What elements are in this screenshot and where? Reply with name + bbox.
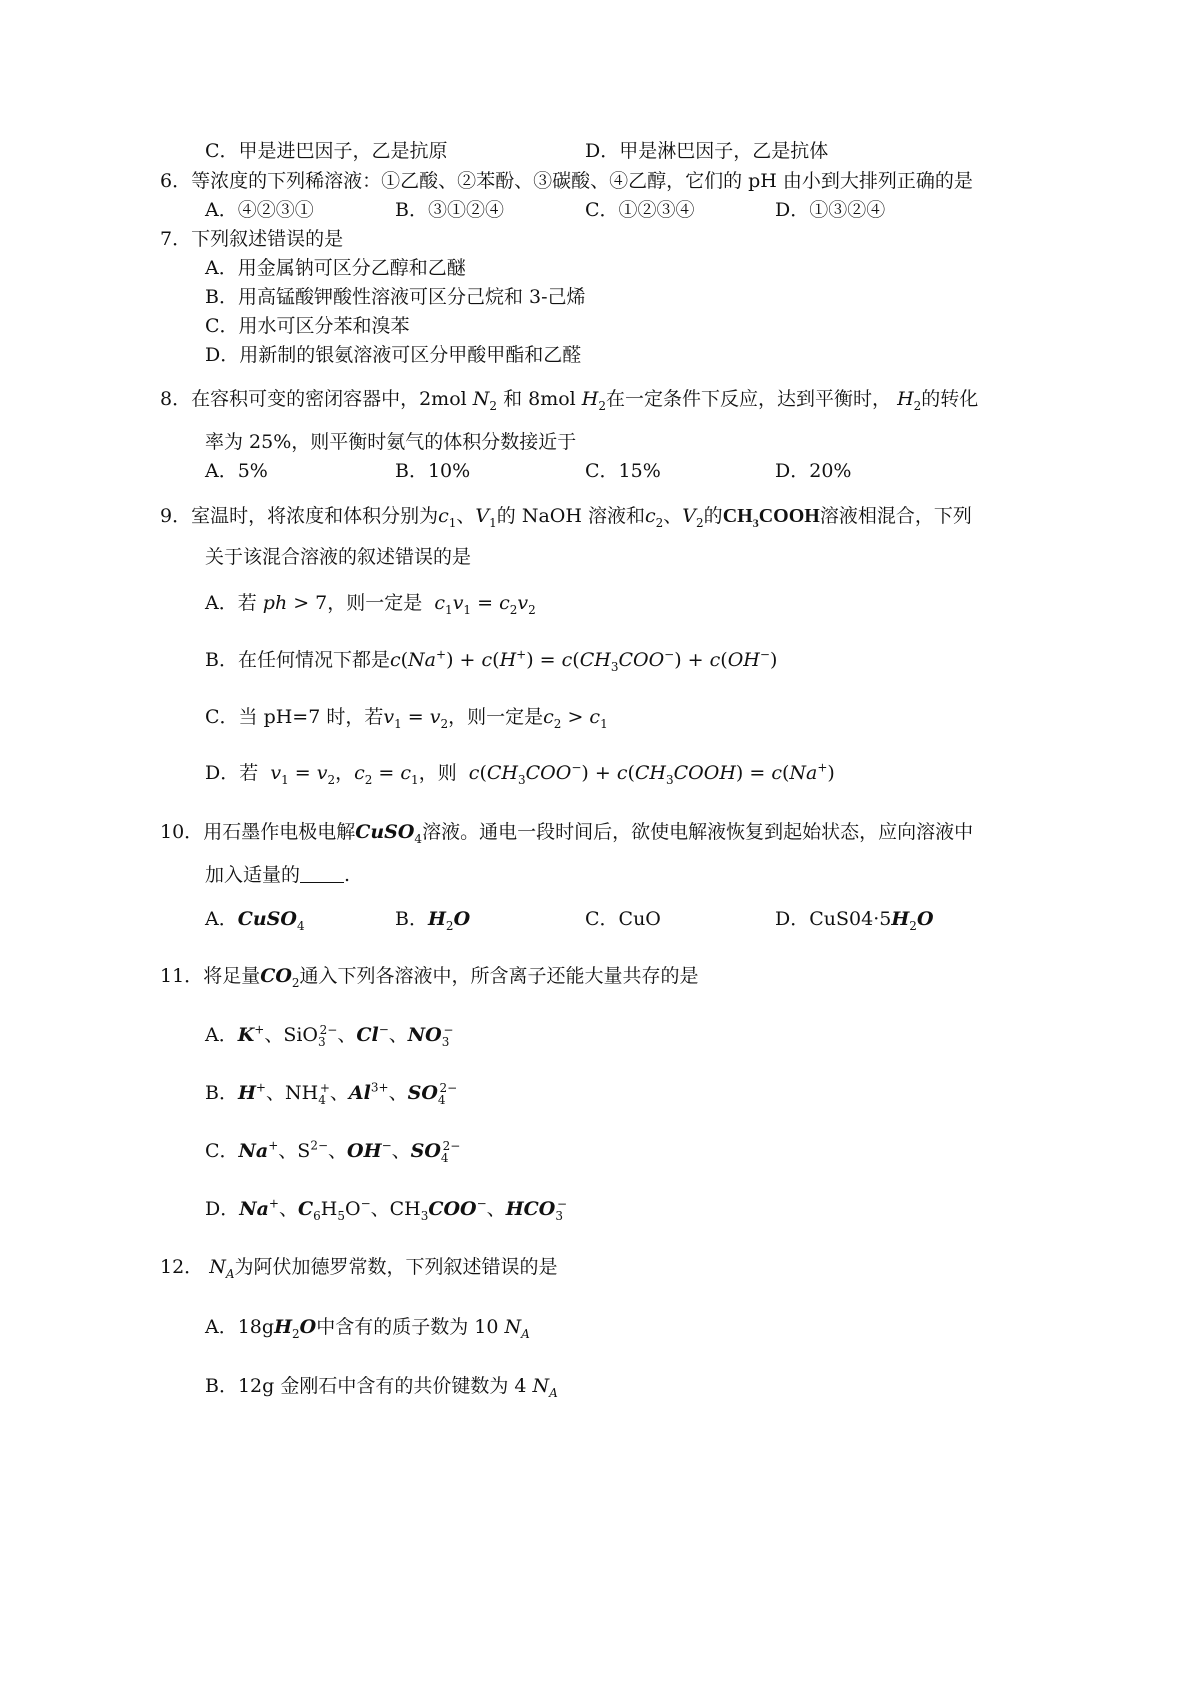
- q10-option-d: D．$CuS04\cdot 5H_2O$: [775, 908, 934, 933]
- q10-option-b: B．$H_2O$: [395, 908, 471, 933]
- q8-option-d: D．20%: [775, 460, 852, 482]
- q6-stem: 6．等浓度的下列稀溶液：①乙酸、②苯酚、③碳酸、④乙醇，它们的 pH 由小到大排列正确的是: [160, 170, 973, 192]
- q8-option-b: B．10%: [395, 460, 471, 482]
- q6-option-a: A．④②③①: [205, 199, 314, 221]
- q7-option-d: D．用新制的银氨溶液可区分甲酸甲酯和乙醛: [205, 344, 582, 366]
- q6-option-b: B．③①②④: [395, 199, 504, 221]
- q12-option-a: A．$18gH_2O$中含有的质子数为 10 $N_A$: [205, 1316, 530, 1341]
- q7-option-c: C．用水可区分苯和溴苯: [205, 315, 410, 337]
- q9-stem-line2: 关于该混合溶液的叙述错误的是: [205, 546, 472, 568]
- q12-stem: 12． $N_A$为阿伏加德罗常数，下列叙述错误的是: [160, 1256, 558, 1281]
- q11-option-d: D．Na+、$C_6H_5O^-$、$CH_3COO^-$、$HCO_3^-$: [205, 1196, 568, 1223]
- q6-option-c: C．①②③④: [585, 199, 695, 221]
- q9-option-d: D．若 $v_1 = v_2$，$c_2 = c_1$，则 $c(CH_3COO^-)$ + $c(CH_3COOH) = c(Na^+)$: [205, 760, 835, 787]
- q8-stem-line2: 率为 25%，则平衡时氨气的体积分数接近于: [205, 431, 577, 453]
- q9-stem: 9．室温时，将浓度和体积分别为$c_1$、$V_1$的 NaOH 溶液和$c_2$、$V_2$的$CH_3COOH$溶液相混合，下列: [160, 505, 972, 530]
- q12-option-b: B．12g 金刚石中含有的共价键数为 4 $N_A$: [205, 1375, 558, 1400]
- q7-option-a: A．用金属钠可区分乙醇和乙醚: [205, 257, 466, 279]
- q11-option-b: B．H+、$NH_4^+$、$Al^{3+}$、$SO_4^{2-}$: [205, 1080, 458, 1107]
- q11-stem: 11．将足量$CO_2$通入下列各溶液中，所含离子还能大量共存的是: [160, 965, 699, 990]
- q10-option-c: C．CuO: [585, 908, 661, 930]
- q9-option-c: C．当 pH=7 时，若$v_1 = v_2$，则一定是$c_2 > c_1$: [205, 706, 608, 731]
- q8-option-a: A．5%: [205, 460, 268, 482]
- q5-option-d: D．甲是淋巴因子，乙是抗体: [585, 140, 829, 162]
- answer-blank: [300, 866, 344, 883]
- q7-stem: 7．下列叙述错误的是: [160, 228, 344, 250]
- q9-option-a: A．若 ph > 7，则一定是 $c_1v_1 = c_2v_2$: [205, 592, 536, 617]
- q10-stem-line2: 加入适量的 .: [205, 864, 351, 886]
- q10-option-a: A．CuSO$_4$: [205, 908, 305, 933]
- q5-option-c: C．甲是进巴因子，乙是抗原: [205, 140, 448, 162]
- q10-stem: 10．用石墨作电极电解CuSO$_4$溶液。通电一段时间后，欲使电解液恢复到起始状态，应向溶液中: [160, 821, 974, 846]
- q7-option-b: B．用高锰酸钾酸性溶液可区分己烷和 3-己烯: [205, 286, 586, 308]
- q11-option-a: A．K+、SiO$_3^{2-}$、Cl−、$NO_3^-$: [205, 1022, 454, 1049]
- q9-option-b: B．在任何情况下都是$c(Na^+) + c(H^+) = c(CH_3COO^-) + c(OH^-)$: [205, 647, 778, 674]
- q6-option-d: D．①③②④: [775, 199, 886, 221]
- q11-option-c: C．Na+、$S^{2-}$、OH−、$SO_4^{2-}$: [205, 1138, 461, 1165]
- q8-stem: 8．在容积可变的密闭容器中，2mol $N_2$ 和 8mol $H_2$在一定条件下反应，达到平衡时， $H_2$的转化: [160, 388, 979, 413]
- q8-option-c: C．15%: [585, 460, 661, 482]
